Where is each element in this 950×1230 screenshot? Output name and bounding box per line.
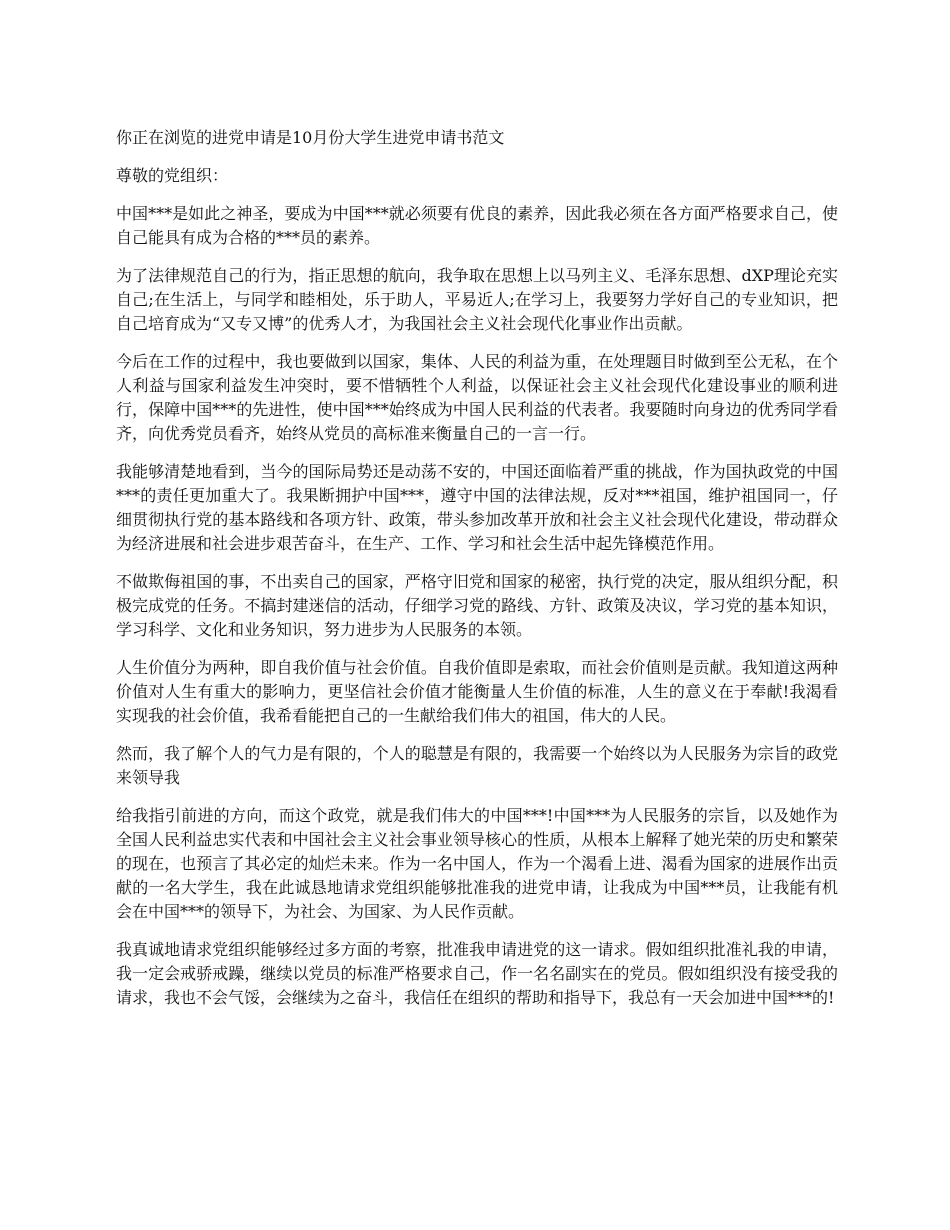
paragraph: 中国***是如此之神圣，要成为中国***就必须要有优良的素养，因此我必须在各方面严格要求自己，使自己能具有成为合格的***员的素养。 (116, 204, 838, 247)
document-body (116, 126, 838, 1024)
paragraph: 今后在工作的过程中，我也要做到以国家，集体、人民的利益为重，在处理题目时做到至公无私，在个人利益与国家利益发生冲突时，要不惜牺牲个人利益，以保证社会主义社会现代化建设事业的顺利进行，保障中国***的先进性，使中国***始终成为中国人民利益的代表者。我要随时向身边的优秀同学看齐，向优秀党员看齐，始终从党员的高标准来衡量自己的一言一行。 (116, 352, 838, 443)
paragraph: 给我指引前进的方向，而这个政党，就是我们伟大的中国***!中国***为人民服务的宗旨，以及她作为全国人民利益忠实代表和中国社会主义社会事业领导核心的性质，从根本上解释了她光荣的历史和繁荣的现在，也预言了其必定的灿烂未来。作为一名中国人，作为一个渴看上进、渴看为国家的进展作出贡献的一名大学生，我在此诚恳地请求党组织能够批准我的进党申请，让我成为中国***员，让我能有机会在中国***的领导下，为社会、为国家、为人民作贡献。 (116, 806, 838, 921)
paragraph: 为了法律规范自己的行为，指正思想的航向，我争取在思想上以马列主义、毛泽东思想、dXP理论充实自己;在生活上，与同学和睦相处，乐于助人，平易近人;在学习上，我要努力学好自己的专业知识，把自己培育成为“又专又博”的优秀人才，为我国社会主义社会现代化事业作出贡献。 (116, 266, 838, 333)
salutation: 尊敬的党组织： (116, 166, 229, 185)
paragraph: 我真诚地请求党组织能够经过多方面的考察，批准我申请进党的这一请求。假如组织批准礼我的申请，我一定会戒骄戒躁，继续以党员的标准严格要求自己，作一名名副实在的党员。假如组织没有接受我的请求，我也不会气馁，会继续为之奋斗，我信任在组织的帮助和指导下，我总有一天会加进中国***的! (116, 940, 838, 1007)
paragraph: 我能够清楚地看到，当今的国际局势还是动荡不安的，中国还面临着严重的挑战，作为国执政党的中国***的责任更加重大了。我果断拥护中国***，遵守中国的法律法规，反对***祖国，维护祖国同一，仔细贯彻执行党的基本路线和各项方针、政策，带头参加改革开放和社会主义社会现代化建设，带动群众为经济进展和社会进步艰苦奋斗，在生产、工作、学习和社会生活中起先锋模范作用。 (116, 462, 838, 553)
paragraph: 人生价值分为两种，即自我价值与社会价值。自我价值即是索取，而社会价值则是贡献。我知道这两种价值对人生有重大的影响力，更坚信社会价值才能衡量人生价值的标准，人生的意义在于奉献!我渴看实现我的社会价值，我希看能把自己的一生献给我们伟大的祖国，伟大的人民。 (116, 658, 838, 725)
paragraph: 然而，我了解个人的气力是有限的，个人的聪慧是有限的，我需要一个始终以为人民服务为宗旨的政党来领导我 (116, 744, 838, 787)
paragraph: 不做欺侮祖国的事，不出卖自己的国家，严格守旧党和国家的秘密，执行党的决定，服从组织分配，积极完成党的任务。不搞封建迷信的活动，仔细学习党的路线、方针、政策及决议，学习党的基本知识，学习科学、文化和业务知识，努力进步为人民服务的本领。 (116, 572, 838, 639)
document-title-line: 你正在浏览的进党申请是10月份大学生进党申请书范文 (116, 128, 505, 147)
